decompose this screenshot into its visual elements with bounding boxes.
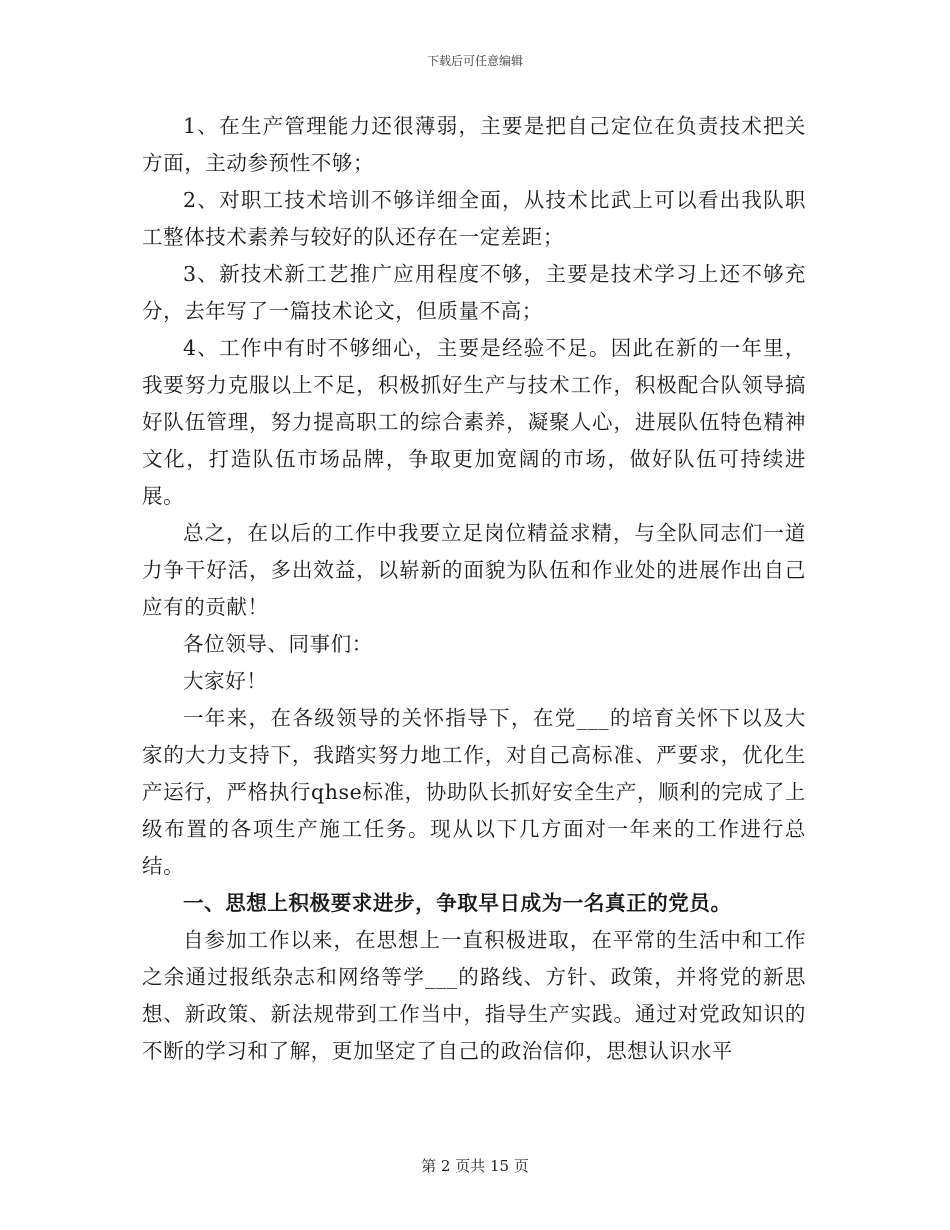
paragraph-10: 自参加工作以来，在思想上一直积极进取，在平常的生活中和工作之余通过报纸杂志和网络等学___的路线、方针、政策，并将党的新思想、新政策、新法规带到工作当中，指导生产实践。通过对党政知识的不断的学习和了解，更加坚定了自己的政治信仰，思想认识水平 bbox=[142, 928, 806, 1063]
paragraph-8: 一年来，在各级领导的关怀指导下，在党___的培育关怀下以及大家的大力支持下，我踏实努力地工作，对自己高标准、严要求，优化生产运行，严格执行qhse标准，协助队长抓好安全生产，顺利的完成了上级布置的各项生产施工任务。现从以下几方面对一年来的工作进行总结。 bbox=[142, 706, 806, 878]
paragraph-5: 总之，在以后的工作中我要立足岗位精益求精，与全队同志们一道力争干好活，多出效益，以崭新的面貌为队伍和作业处的进展作出自己应有的贡献！ bbox=[142, 521, 806, 619]
salutation: 各位领导、同事们： bbox=[183, 632, 373, 656]
greeting: 大家好！ bbox=[183, 669, 268, 693]
page-header-note: 下载后可任意编辑 bbox=[426, 54, 523, 68]
paragraph-4: 4、工作中有时不够细心，主要是经验不足。因此在新的一年里，我要努力克服以上不足，积极抓好生产与技术工作，积极配合队领导搞好队伍管理，努力提高职工的综合素养，凝聚人心，进展队伍特色精神文化，打造队伍市场品牌，争取更加宽阔的市场，做好队伍可持续进展。 bbox=[142, 336, 806, 508]
paragraph-3: 3、新技术新工艺推广应用程度不够，主要是技术学习上还不够充分，去年写了一篇技术论文，但质量不高； bbox=[142, 262, 806, 323]
section-heading-1: 一、思想上积极要求进步，争取早日成为一名真正的党员。 bbox=[183, 891, 732, 915]
paragraph-2: 2、对职工技术培训不够详细全面，从技术比武上可以看出我队职工整体技术素养与较好的队还存在一定差距； bbox=[142, 188, 806, 249]
paragraph-1: 1、在生产管理能力还很薄弱，主要是把自己定位在负责技术把关方面，主动参预性不够； bbox=[142, 114, 806, 175]
page-number: 第 2 页共 15 页 bbox=[421, 1157, 529, 1175]
document-body bbox=[142, 108, 806, 1070]
